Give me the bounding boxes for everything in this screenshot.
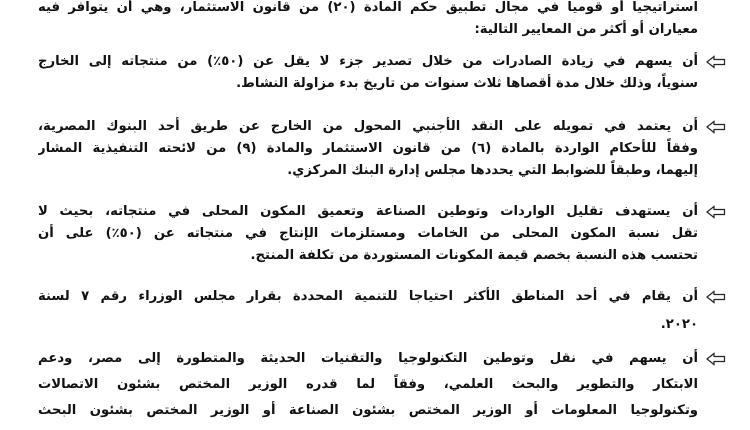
criterion-1-line-2: سنوياً، وذلك خلال مدة أقصاها ثلاث سنوات من تاريخ بدء مزاولة النشاط. [236, 76, 698, 91]
criterion-5-line-1: أن يسهم في نقل وتوطين التكنولوجيا والتقنيات الحديثة والمتطورة إلى مصر، ودعم [38, 351, 698, 366]
criterion-4-line-2: ٢٠٢٠. [660, 317, 698, 332]
hollow-arrow-icon [706, 55, 726, 71]
hollow-arrow-icon [706, 352, 726, 368]
criterion-1-line-1: أن يسهم في زيادة الصادرات من خلال تصدير جزء لا يقل عن (٥٠٪) من منتجاته إلى الخارج [38, 54, 698, 69]
hollow-arrow-icon [706, 205, 726, 221]
criterion-3-line-1: أن يستهدف تقليل الواردات وتوطين الصناعة وتعميق المكون المحلى في منتجاته، بحيث لا [38, 204, 698, 219]
criterion-5-line-2: الابتكار والتطوير والبحث العلمي، وفقاً لما قدره الوزير المختص بشئون الاتصالات [38, 377, 698, 392]
criterion-5-line-3: وتكنولوجيا المعلومات أو الوزير المختص بشئون الصناعة أو الوزير المختص بشئون البحث [38, 403, 698, 418]
hollow-arrow-icon [706, 290, 726, 306]
criterion-2-line-1: أن يعتمد في تمويله على النقد الأجنبي المحول من الخارج عن طريق أحد البنوك المصرية، [38, 119, 698, 134]
intro-line-1: استراتيجيا أو قوميا في مجال تطبيق حكم المادة (٢٠) من قانون الاستثمار، وهي أن يتوافر فيه [38, 0, 698, 15]
criterion-3-line-3: تحتسب هذه النسبة بخصم قيمة المكونات المستوردة من تكلفة المنتج. [250, 248, 698, 263]
criterion-2-line-2: وفقاً للأحكام الواردة بالمادة (٦) من قانون الاستثمار والمادة (٩) من لائحته التنفيذية المشار [38, 141, 698, 156]
intro-line-2: معياران أو أكثر من المعايير التالية: [474, 22, 698, 37]
hollow-arrow-icon [706, 120, 726, 136]
criterion-4-line-1: أن يقام في أحد المناطق الأكثر احتياجا للتنمية المحددة بقرار مجلس الوزراء رقم ٧ لسنة [38, 289, 698, 304]
criterion-3-line-2: تقل نسبة المكون المحلى من الخامات ومستلزمات الإنتاج في منتجاته عن (٥٠٪) على أن [38, 226, 698, 241]
criterion-2-line-3: إليهما، وطبقاً للضوابط التي يحددها مجلس إدارة البنك المركزي. [287, 163, 698, 178]
